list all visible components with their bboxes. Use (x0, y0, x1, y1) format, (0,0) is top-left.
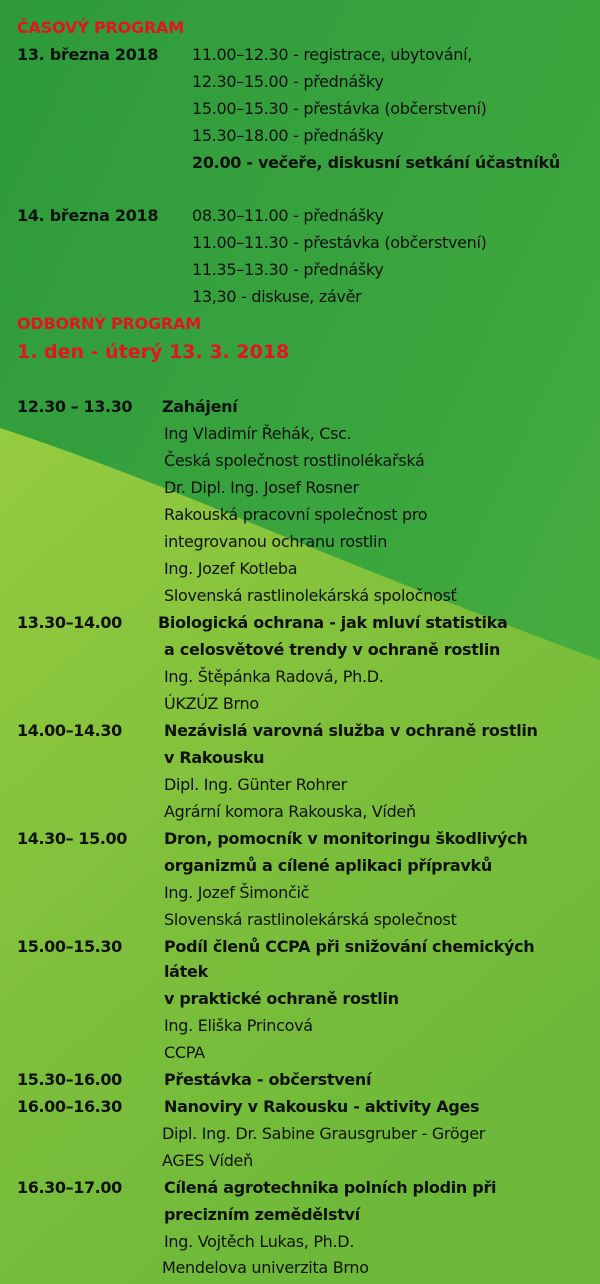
session-detail: Česká společnost rostlinolékařská (164, 451, 425, 470)
session-title: látek (164, 962, 208, 981)
session-title: precizním zemědělství (164, 1205, 360, 1224)
session-title: Dron, pomocník v monitoringu škodlivých (164, 829, 528, 848)
odborny-program-heading: ODBORNÝ PROGRAM (17, 314, 201, 333)
session-detail: Rakouská pracovní společnost pro (164, 505, 428, 524)
session-title: organizmů a cílené aplikaci přípravků (164, 856, 492, 875)
session-detail: Ing. Vojtěch Lukas, Ph.D. (164, 1232, 355, 1251)
session-detail: Dr. Dipl. Ing. Josef Rosner (164, 478, 359, 497)
session-detail: Ing. Štěpánka Radová, Ph.D. (164, 667, 384, 686)
session-title: v Rakousku (164, 748, 265, 767)
session-detail: Dipl. Ing. Dr. Sabine Grausgruber - Gröger (162, 1124, 486, 1143)
session-detail: Ing. Jozef Kotleba (164, 559, 298, 578)
session-detail: CCPA (164, 1043, 205, 1062)
schedule-date: 13. března 2018 (17, 45, 159, 64)
session-time: 13.30–14.00 (17, 613, 122, 632)
session-title: Biologická ochrana - jak mluví statistika (158, 613, 508, 632)
session-detail: Dipl. Ing. Günter Rohrer (164, 775, 347, 794)
session-detail: Agrární komora Rakouska, Vídeň (164, 802, 416, 821)
session-detail: Mendelova univerzita Brno (162, 1258, 369, 1277)
session-time: 14.30– 15.00 (17, 829, 127, 848)
schedule-item: 11.00–12.30 - registrace, ubytování, (192, 45, 473, 64)
session-detail: Ing. Jozef Šimončič (164, 883, 310, 902)
schedule-item-dinner: 20.00 - večeře, diskusní setkání účastníků (192, 153, 560, 172)
session-time: 15.30–16.00 (17, 1070, 122, 1089)
session-detail: Ing Vladimír Řehák, Csc. (164, 424, 352, 443)
casovy-program-heading: ČASOVÝ PROGRAM (17, 18, 184, 37)
session-time: 16.00–16.30 (17, 1097, 122, 1116)
session-title: Zahájení (162, 397, 238, 416)
session-title: Nezávislá varovná služba v ochraně rostlin (164, 721, 538, 740)
session-title: a celosvětové trendy v ochraně rostlin (164, 640, 501, 659)
session-detail: integrovanou ochranu rostlin (164, 532, 388, 551)
session-title: Nanoviry v Rakousku - aktivity Ages (164, 1097, 480, 1116)
session-title: Cílená agrotechnika polních plodin při (164, 1178, 497, 1197)
schedule-item: 12.30–15.00 - přednášky (192, 72, 384, 91)
schedule-item: 11.35–13.30 - přednášky (192, 260, 384, 279)
schedule-item: 15.30–18.00 - přednášky (192, 126, 384, 145)
session-detail: AGES Vídeň (162, 1151, 253, 1170)
session-detail: Ing. Eliška Princová (164, 1016, 313, 1035)
session-detail: ÚKZÚZ Brno (164, 694, 259, 713)
schedule-item: 13,30 - diskuse, závěr (192, 287, 362, 306)
session-time: 14.00–14.30 (17, 721, 122, 740)
schedule-item: 11.00–11.30 - přestávka (občerstvení) (192, 233, 487, 252)
session-title: v praktické ochraně rostlin (164, 989, 399, 1008)
schedule-date: 14. března 2018 (17, 206, 159, 225)
session-time: 12.30 – 13.30 (17, 397, 133, 416)
schedule-item: 15.00–15.30 - přestávka (občerstvení) (192, 99, 487, 118)
session-title: Podíl členů CCPA při snižování chemických (164, 937, 535, 956)
schedule-item: 08.30–11.00 - přednášky (192, 206, 384, 225)
session-detail: Slovenská rastlinolekárská společnost (164, 910, 457, 929)
session-detail: Slovenská rastlinolekárská spoločnosť (164, 586, 457, 605)
session-title: Přestávka - občerstvení (164, 1070, 372, 1089)
session-time: 15.00–15.30 (17, 937, 122, 956)
session-time: 16.30–17.00 (17, 1178, 122, 1197)
day-title: 1. den - úterý 13. 3. 2018 (17, 341, 290, 363)
